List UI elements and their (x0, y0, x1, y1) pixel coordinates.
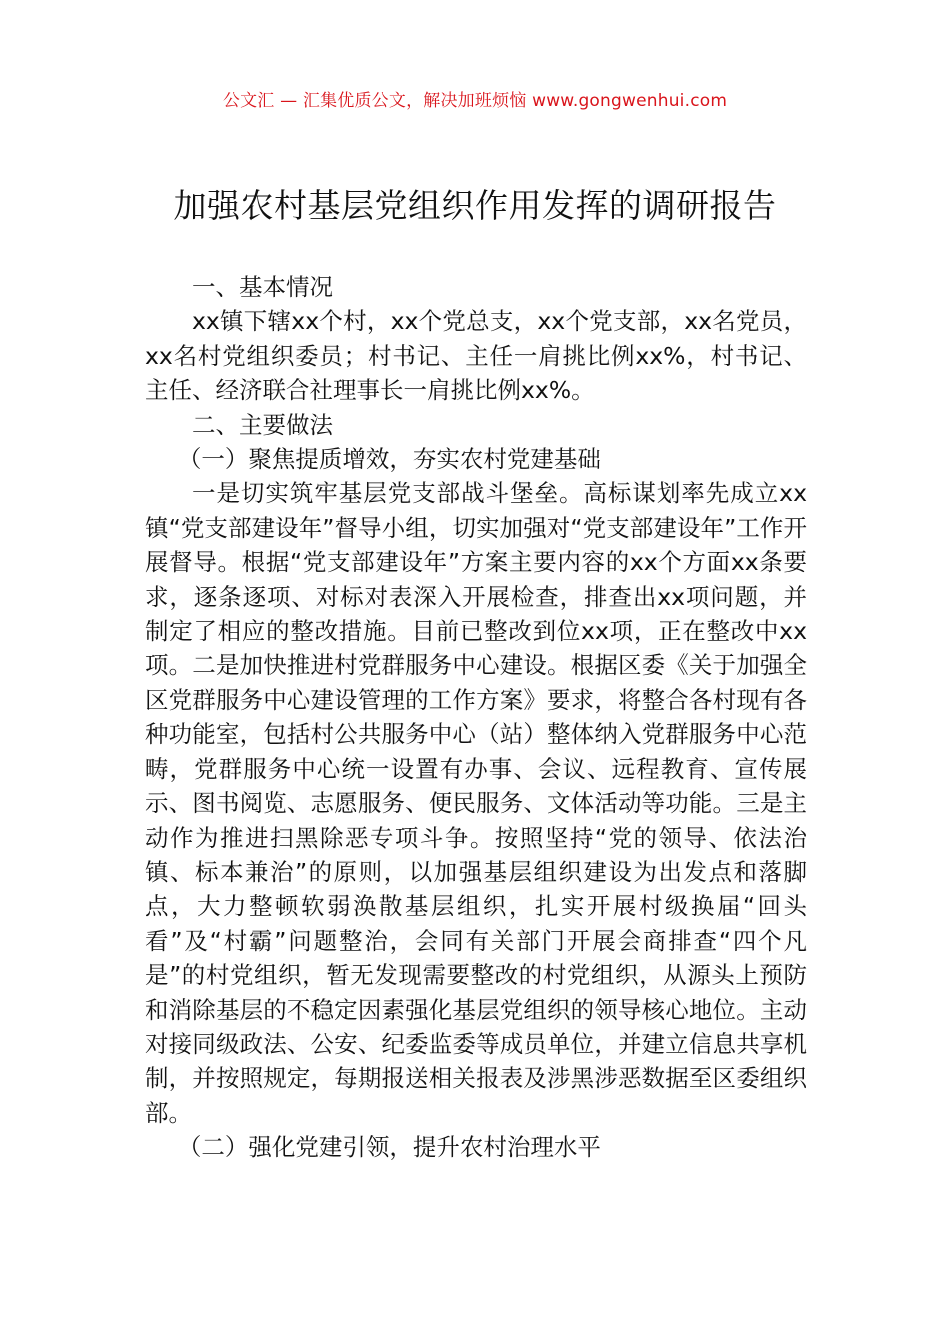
section-heading-basic-situation: 一、基本情况 (192, 273, 333, 301)
subsection-heading-2: （二）强化党建引领，提升农村治理水平 (177, 1133, 601, 1162)
document-title: 加强农村基层党组织作用发挥的调研报告 (173, 186, 777, 225)
subsection-heading-1: （一）聚焦提质增效，夯实农村党建基础 (177, 445, 601, 474)
paragraph-basic-situation: xx镇下辖xx个村，xx个党总支，xx个党支部，xx名党员，xx名村党组织委员；村书记、主任一肩挑比例xx%，村书记、主任、经济联合社理事长一肩挑比例xx%。 (145, 307, 807, 405)
paragraph-subsection-1: 一是切实筑牢基层党支部战斗堡垒。高标谋划率先成立xx镇“党支部建设年”督导小组，切实加强对“党支部建设年”工作开展督导。根据“党支部建设年”方案主要内容的xx个方面xx条要求，逐条逐项、对标对表深入开展检查，排查出xx项问题，并制定了相应的整改措施。目前已整改到位xx项，正在整改中xx项。二是加快推进村党群服务中心建设。根据区委《关于加强全区党群服务中心建设管理的工作方案》要求，将整合各村现有各种功能室，包括村公共服务中心（站）整体纳入党群服务中心范畴，党群服务中心统一设置有办事、会议、远程教育、宣传展示、图书阅览、志愿服务、便民服务、文体活动等功能。三是主动作为推进扫黑除恶专项斗争。按照坚持“党的领导、依法治镇、标本兼治”的原则，以加强基层组织建设为出发点和落脚点，大力整顿软弱涣散基层组织，扎实开展村级换届“回头看”及“村霸”问题整治，会同有关部门开展会商排查“四个凡是”的村党组织，暂无发现需要整改的村党组织，从源头上预防和消除基层的不稳定因素强化基层党组织的领导核心地位。主动对接同级政法、公安、纪委监委等成员单位，并建立信息共享机制，并按照规定，每期报送相关报表及涉黑涉恶数据至区委组织部。 (145, 479, 807, 1127)
section-heading-main-practices: 二、主要做法 (192, 410, 333, 439)
watermark-header: 公文汇 — 汇集优质公文，解决加班烦恼 www.gongwenhui.com (222, 91, 728, 111)
document-body (145, 270, 807, 1165)
